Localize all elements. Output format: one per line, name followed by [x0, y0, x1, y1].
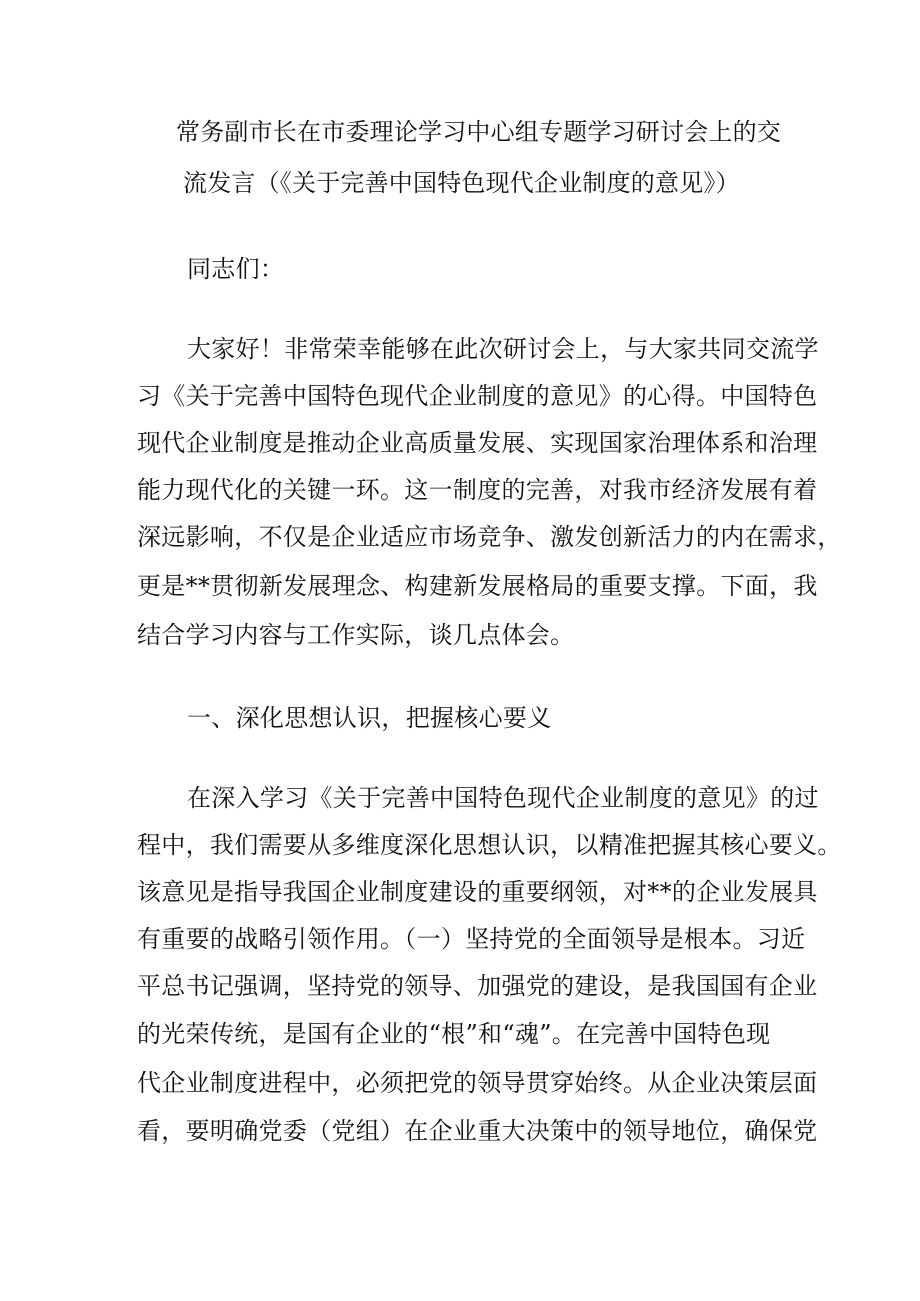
paragraph-line: 看，要明确党委（党组）在企业重大决策中的领导地位，确保党 [137, 1117, 818, 1145]
paragraph-line: 在深入学习《关于完善中国特色现代企业制度的意见》的过 [187, 784, 819, 812]
paragraph-line: 能力现代化的关键一环。这一制度的完善，对我市经济发展有着 [137, 476, 818, 504]
salutation: 同志们： [187, 255, 285, 283]
paragraph-line: 深远影响，不仅是企业适应市场竞争、激发创新活力的内在需求， [137, 523, 842, 551]
paragraph-line: 更是**贯彻新发展理念、构建新发展格局的重要支撑。下面，我 [137, 572, 818, 600]
section-heading: 一、深化思想认识，把握核心要义 [187, 704, 552, 732]
paragraph-line: 有重要的战略引领作用。（一）坚持党的全面领导是根本。习近 [137, 925, 806, 953]
paragraph-line: 平总书记强调，坚持党的领导、加强党的建设，是我国国有企业 [137, 972, 818, 1000]
paragraph-line: 结合学习内容与工作实际，谈几点体会。 [137, 621, 575, 649]
paragraph-line: 大家好！非常荣幸能够在此次研讨会上，与大家共同交流学 [187, 335, 819, 363]
paragraph-line: 的光荣传统，是国有企业的“根”和“魂”。在完善中国特色现 [137, 1020, 771, 1048]
paragraph-line: 程中，我们需要从多维度深化思想认识，以精准把握其核心要义。 [137, 831, 842, 859]
title-line: 流发言（《关于完善中国特色现代企业制度的意见》） [183, 169, 740, 197]
title-line: 常务副市长在市委理论学习中心组专题学习研讨会上的交 [176, 118, 781, 146]
paragraph-line: 现代企业制度是推动企业高质量发展、实现国家治理体系和治理 [137, 429, 818, 457]
paragraph-line: 代企业制度进程中，必须把党的领导贯穿始终。从企业决策层面 [137, 1069, 818, 1097]
paragraph-line: 该意见是指导我国企业制度建设的重要纲领，对**的企业发展具 [137, 878, 818, 906]
paragraph-line: 习《关于完善中国特色现代企业制度的意见》的心得。中国特色 [137, 382, 818, 410]
